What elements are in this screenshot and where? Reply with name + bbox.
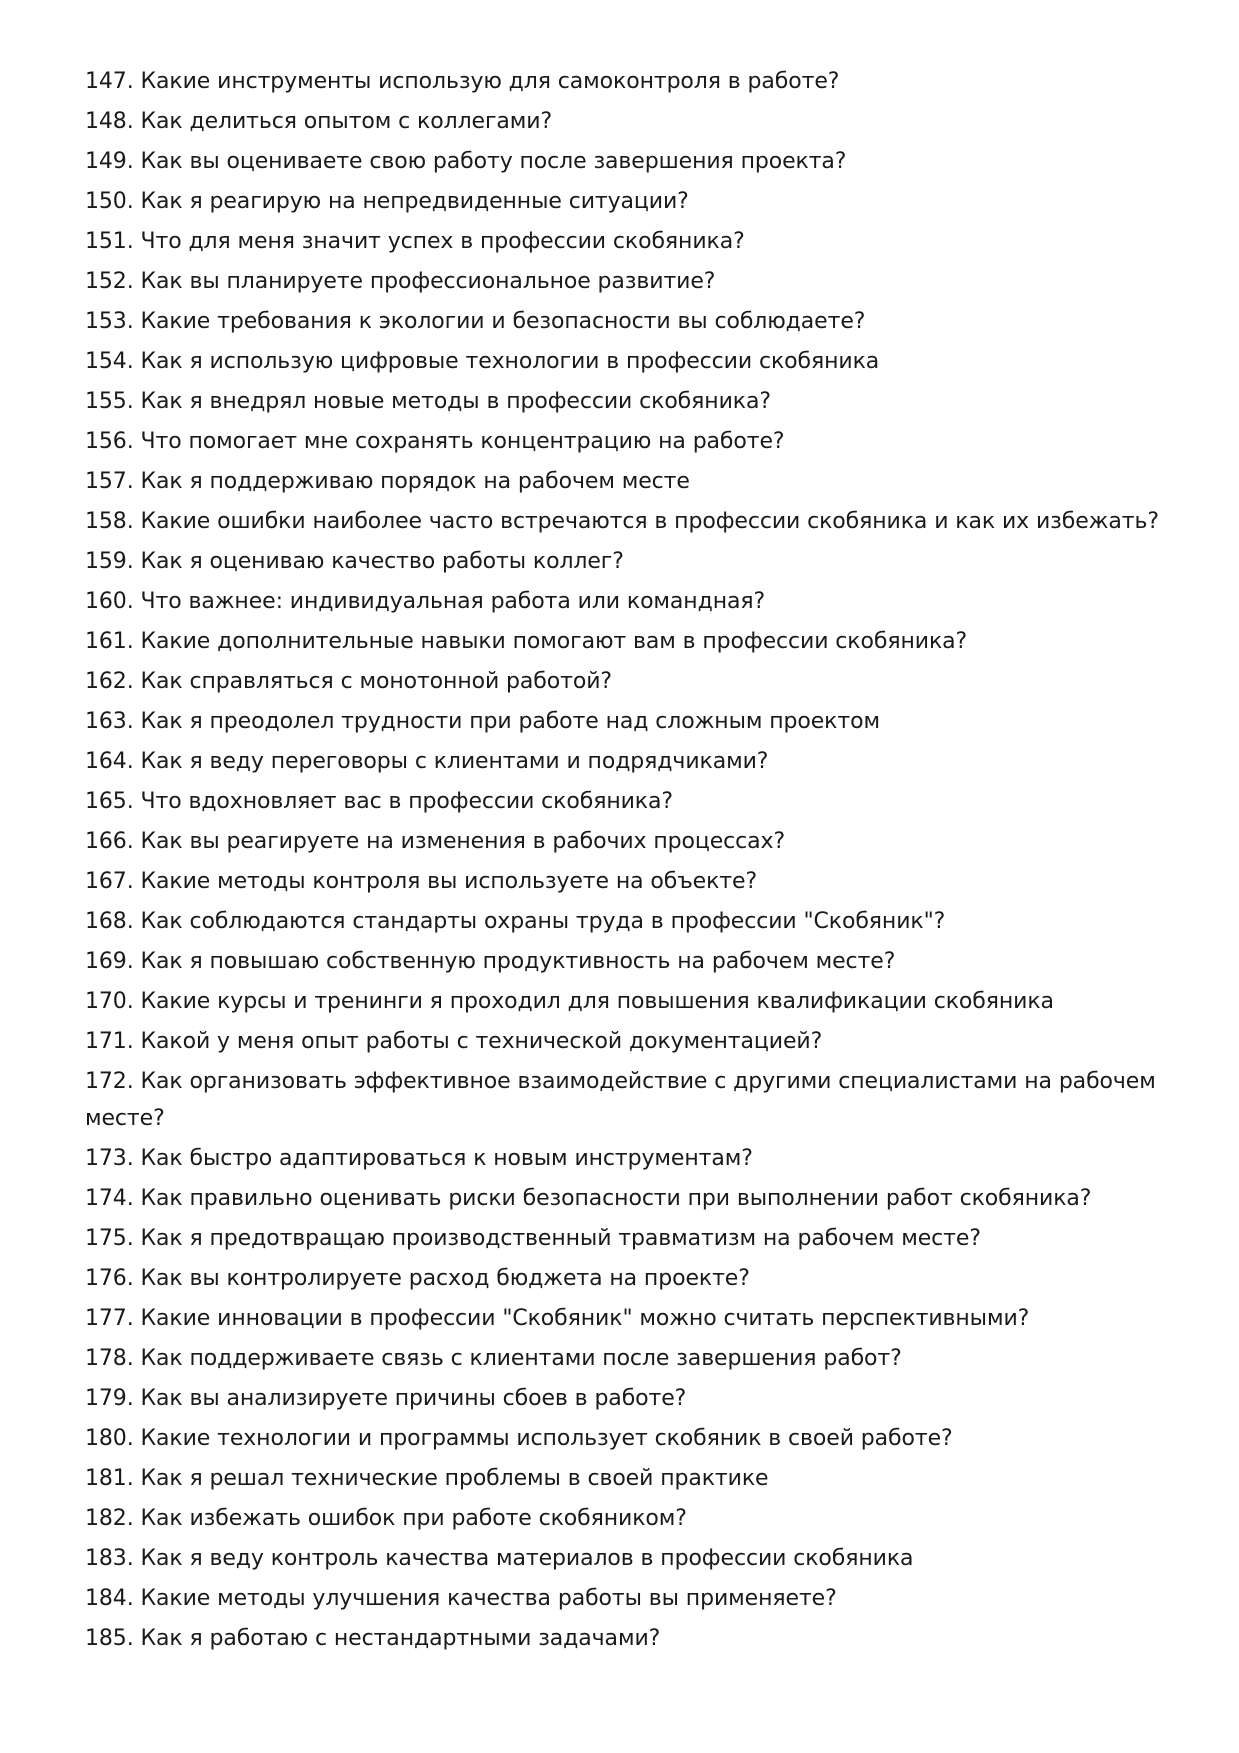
question-number: 168. (85, 909, 134, 934)
question-text: Как поддерживаете связь с клиентами после завершения работ? (140, 1346, 902, 1371)
question-number: 150. (85, 189, 134, 214)
question-item (85, 1499, 1160, 1539)
question-number: 181. (85, 1466, 134, 1491)
question-item (85, 902, 1160, 942)
question-item (85, 182, 1160, 222)
question-number: 147. (85, 69, 134, 94)
question-item (85, 1459, 1160, 1499)
question-item (85, 462, 1160, 502)
question-number: 176. (85, 1266, 134, 1291)
question-number: 172. (85, 1069, 134, 1094)
question-text: Как вы оцениваете свою работу после завершения проекта? (140, 149, 847, 174)
question-number: 156. (85, 429, 134, 454)
question-item (85, 702, 1160, 742)
question-number: 183. (85, 1546, 134, 1571)
question-text: Какие технологии и программы использует скобяник в своей работе? (140, 1426, 953, 1451)
question-item (85, 302, 1160, 342)
question-number: 153. (85, 309, 134, 334)
question-text: Как вы контролируете расход бюджета на проекте? (140, 1266, 750, 1291)
question-number: 158. (85, 509, 134, 534)
question-item (85, 1539, 1160, 1579)
question-number: 175. (85, 1226, 134, 1251)
question-item (85, 1139, 1160, 1179)
question-item (85, 1619, 1160, 1659)
question-number: 162. (85, 669, 134, 694)
question-number: 184. (85, 1586, 134, 1611)
question-number: 164. (85, 749, 134, 774)
question-item (85, 582, 1160, 622)
question-text: Как я предотвращаю производственный травматизм на рабочем месте? (140, 1226, 981, 1251)
question-number: 178. (85, 1346, 134, 1371)
question-number: 180. (85, 1426, 134, 1451)
question-item (85, 1062, 1160, 1139)
question-number: 149. (85, 149, 134, 174)
question-item (85, 262, 1160, 302)
question-text: Как я оцениваю качество работы коллег? (140, 549, 624, 574)
question-number: 182. (85, 1506, 134, 1531)
question-text: Как избежать ошибок при работе скобяником? (140, 1506, 687, 1531)
question-text: Какие требования к экологии и безопасности вы соблюдаете? (140, 309, 866, 334)
question-item (85, 1379, 1160, 1419)
question-text: Что для меня значит успех в профессии скобяника? (140, 229, 745, 254)
question-number: 171. (85, 1029, 134, 1054)
question-number: 174. (85, 1186, 134, 1211)
question-text: Как правильно оценивать риски безопасности при выполнении работ скобяника? (140, 1186, 1092, 1211)
question-item (85, 1022, 1160, 1062)
question-item (85, 1299, 1160, 1339)
question-item (85, 942, 1160, 982)
question-number: 169. (85, 949, 134, 974)
question-text: Как я преодолел трудности при работе над сложным проектом (140, 709, 880, 734)
question-text: Как вы планируете профессиональное развитие? (140, 269, 716, 294)
document-page (85, 62, 1160, 1659)
question-item (85, 222, 1160, 262)
question-item (85, 1219, 1160, 1259)
question-list (85, 62, 1160, 1659)
question-text: Что вдохновляет вас в профессии скобяника? (140, 789, 673, 814)
question-text: Какие курсы и тренинги я проходил для повышения квалификации скобяника (140, 989, 1054, 1014)
question-text: Как делиться опытом с коллегами? (140, 109, 553, 134)
question-text: Как я внедрял новые методы в профессии скобяника? (140, 389, 771, 414)
question-text: Как вы реагируете на изменения в рабочих процессах? (140, 829, 786, 854)
question-number: 185. (85, 1626, 134, 1651)
question-text: Какие методы улучшения качества работы вы применяете? (140, 1586, 837, 1611)
question-text: Что помогает мне сохранять концентрацию на работе? (140, 429, 785, 454)
question-number: 155. (85, 389, 134, 414)
question-item (85, 662, 1160, 702)
question-text: Какой у меня опыт работы с технической документацией? (140, 1029, 823, 1054)
question-text: Какие ошибки наиболее часто встречаются в профессии скобяника и как их избежать? (140, 509, 1159, 534)
question-item (85, 742, 1160, 782)
question-item (85, 422, 1160, 462)
question-text: Как вы анализируете причины сбоев в работе? (140, 1386, 687, 1411)
question-text: Какие инструменты использую для самоконтроля в работе? (140, 69, 840, 94)
question-number: 148. (85, 109, 134, 134)
question-number: 177. (85, 1306, 134, 1331)
question-text: Как я реагирую на непредвиденные ситуации? (140, 189, 689, 214)
question-text: Как я решал технические проблемы в своей практике (140, 1466, 769, 1491)
question-number: 165. (85, 789, 134, 814)
question-item (85, 1179, 1160, 1219)
question-item (85, 102, 1160, 142)
question-text: Как я использую цифровые технологии в профессии скобяника (140, 349, 880, 374)
question-text: Как быстро адаптироваться к новым инструментам? (140, 1146, 753, 1171)
question-number: 152. (85, 269, 134, 294)
question-item (85, 782, 1160, 822)
question-text: Как я повышаю собственную продуктивность на рабочем месте? (140, 949, 896, 974)
question-item (85, 862, 1160, 902)
question-text: Как организовать эффективное взаимодействие с другими специалистами на рабочем месте? (85, 1069, 1156, 1131)
question-number: 170. (85, 989, 134, 1014)
question-text: Какие инновации в профессии "Скобяник" можно считать перспективными? (140, 1306, 1030, 1331)
question-item (85, 1579, 1160, 1619)
question-number: 154. (85, 349, 134, 374)
question-item (85, 62, 1160, 102)
question-number: 159. (85, 549, 134, 574)
question-text: Как я веду переговоры с клиентами и подрядчиками? (140, 749, 769, 774)
question-item (85, 502, 1160, 542)
question-item (85, 142, 1160, 182)
question-text: Какие методы контроля вы используете на объекте? (140, 869, 758, 894)
question-text: Как я работаю с нестандартными задачами? (140, 1626, 661, 1651)
question-number: 157. (85, 469, 134, 494)
question-text: Какие дополнительные навыки помогают вам в профессии скобяника? (140, 629, 968, 654)
question-number: 167. (85, 869, 134, 894)
question-item (85, 542, 1160, 582)
question-item (85, 982, 1160, 1022)
question-number: 166. (85, 829, 134, 854)
question-text: Как справляться с монотонной работой? (140, 669, 612, 694)
question-item (85, 1339, 1160, 1379)
question-item (85, 622, 1160, 662)
question-item (85, 1419, 1160, 1459)
question-number: 179. (85, 1386, 134, 1411)
question-text: Как я веду контроль качества материалов в профессии скобяника (140, 1546, 914, 1571)
question-number: 151. (85, 229, 134, 254)
question-number: 163. (85, 709, 134, 734)
question-number: 173. (85, 1146, 134, 1171)
question-item (85, 1259, 1160, 1299)
question-number: 161. (85, 629, 134, 654)
question-text: Что важнее: индивидуальная работа или командная? (140, 589, 766, 614)
question-text: Как соблюдаются стандарты охраны труда в профессии "Скобяник"? (140, 909, 946, 934)
question-text: Как я поддерживаю порядок на рабочем месте (140, 469, 690, 494)
question-item (85, 382, 1160, 422)
question-item (85, 342, 1160, 382)
question-number: 160. (85, 589, 134, 614)
question-item (85, 822, 1160, 862)
